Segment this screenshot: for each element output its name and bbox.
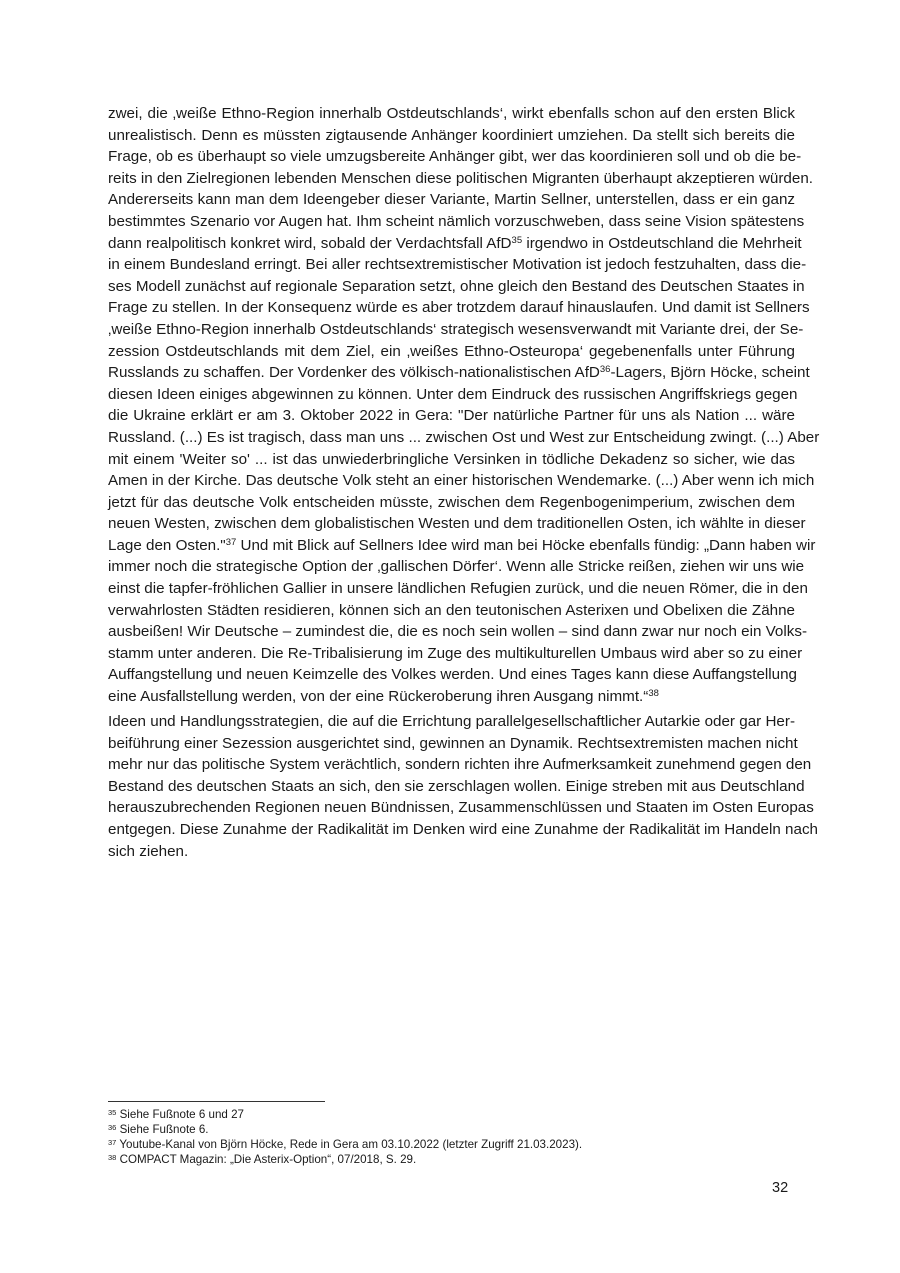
text-line	[108, 146, 802, 168]
text-line	[108, 600, 795, 622]
text-segment: bestimmtes Szenario vor Augen hat. Ihm scheint nämlich vorzuschweben, dass seine Vision spätestens	[108, 212, 805, 230]
body-paragraph-1	[108, 103, 820, 708]
text-line	[108, 492, 795, 514]
text-line	[108, 664, 795, 686]
footnote-reference[interactable]: 38	[648, 688, 659, 700]
text-segment: Auffangstellung und neuen Keimzelle des Volkes werden. Und eines Tages kann diese Auffangstellung	[108, 666, 797, 684]
text-segment: die Ukraine erklärt er am 3. Oktober 2022 in Gera: "Der natürliche Partner für uns als Nation ... wäre	[108, 407, 795, 425]
footnote-reference[interactable]: 36	[599, 364, 611, 376]
text-line	[108, 254, 807, 276]
text-line	[108, 711, 795, 733]
text-line	[108, 797, 814, 819]
text-segment: diesen Ideen einiges abgewinnen zu können. Unter dem Eindruck des russischen Angriffskriegs gegen	[108, 385, 798, 403]
footnote-text: COMPACT Magazin: „Die Asterix-Option“, 07/2018, S. 29.	[116, 1153, 417, 1166]
footnote-separator	[108, 1101, 325, 1102]
text-segment: Lage den Osten."	[108, 536, 226, 554]
text-segment: Amen in der Kirche. Das deutsche Volk steht an einer historischen Wendemarke. (...) Aber wenn ich mich	[108, 472, 815, 490]
text-line	[108, 578, 808, 600]
text-line	[108, 427, 820, 449]
text-segment: Bestand des deutschen Staats an sich, den sie zerschlagen wollen. Einige streben mit aus Deutschland	[108, 777, 805, 795]
footnotes	[108, 1107, 798, 1167]
footnote-number: 38	[108, 1153, 117, 1162]
text-segment: -Lagers, Björn Höcke, scheint	[610, 364, 810, 382]
text-segment: beiführung einer Sezession ausgerichtet sind, gewinnen an Dynamik. Rechtsextremisten machen nicht	[108, 734, 798, 752]
text-line	[108, 513, 806, 535]
footnote-text: Siehe Fußnote 6 und 27	[116, 1108, 244, 1121]
text-segment: irgendwo in Ostdeutschland die Mehrheit	[522, 234, 802, 252]
page-number: 32	[772, 1180, 789, 1196]
text-line	[108, 535, 816, 557]
text-line	[108, 841, 795, 863]
text-segment: Und mit Blick auf Sellners Idee wird man bei Höcke ebenfalls fündig: „Dann haben wir	[236, 536, 816, 554]
text-segment: immer noch die strategische Option der ‚gallischen Dörfer‘. Wenn alle Stricke reißen, ziehen wir uns wie	[108, 558, 805, 576]
text-line	[108, 686, 795, 708]
text-line	[108, 189, 795, 211]
text-segment: mit einem 'Weiter so' ... ist das unwiederbringliche Versinken in tödliche Dekadenz so sicher, wie das	[108, 450, 795, 468]
text-segment: Russland. (...) Es ist tragisch, dass man uns ... zwischen Ost und West zur Entscheidung zwingt. (...) Aber	[108, 428, 820, 446]
text-segment: stamm unter anderen. Die Re-Tribalisierung im Zuge des multikulturellen Umbaus wird aber so zu einer	[108, 644, 803, 662]
text-segment: herauszubrechenden Regionen neuen Bündnissen, Zusammenschlüssen und Staaten im Osten Europas	[108, 799, 814, 817]
text-segment: jetzt für das deutsche Volk entscheiden müsste, zwischen dem Regenbogenimperium, zwischen dem	[108, 493, 795, 511]
body-paragraph-2	[108, 711, 818, 862]
text-segment: Frage, ob es überhaupt so viele umzugsbereite Anhänger gibt, wer das koordinieren soll und ob die be-	[108, 148, 802, 166]
footnote-item	[108, 1107, 798, 1122]
text-line	[108, 556, 805, 578]
text-segment: Ideen und Handlungsstrategien, die auf die Errichtung parallelgesellschaftlicher Autarkie oder gar Her-	[108, 713, 795, 730]
text-segment: ses Modell zunächst auf regionale Separation setzt, ohne gleich den Bestand des Deutschen Staates in	[108, 277, 805, 295]
text-segment: sich ziehen.	[108, 842, 189, 860]
text-segment: zession Ostdeutschlands mit dem Ziel, ein ‚weißes Ethno-Osteuropa‘ gegebenenfalls unter Führung	[108, 342, 795, 360]
text-line	[108, 449, 795, 471]
text-line	[108, 405, 795, 427]
text-segment: einst die tapfer-fröhlichen Gallier in unsere ländlichen Refugien zurück, und die neuen Römer, die in den	[108, 580, 808, 598]
text-line	[108, 103, 795, 125]
text-line	[108, 125, 795, 147]
text-line	[108, 776, 805, 798]
text-line	[108, 754, 812, 776]
footnote-reference[interactable]: 35	[511, 234, 523, 246]
text-line	[108, 621, 808, 643]
text-segment: ‚weiße Ethno-Region innerhalb Ostdeutschlands‘ strategisch wesensverwandt mit Variante drei, der Se-	[108, 320, 804, 338]
text-segment: Frage zu stellen. In der Konsequenz würde es aber trotzdem darauf hinauslaufen. Und damit ist Sellners	[108, 299, 810, 317]
text-segment: neuen Westen, zwischen dem globalistischen Westen und dem traditionellen Osten, ich wählte in dieser	[108, 515, 806, 533]
text-line	[108, 276, 805, 298]
text-segment: ausbeißen! Wir Deutsche – zumindest die, die es noch sein wollen – sind dann zwar nur noch ein Volks-	[108, 623, 808, 641]
text-segment: entgegen. Diese Zunahme der Radikalität im Denken wird eine Zunahme der Radikalität im Handeln nach	[108, 820, 818, 838]
text-line	[108, 233, 802, 255]
footnote-item	[108, 1137, 798, 1152]
text-segment: mehr nur das politische System verächtlich, sondern richten ihre Aufmerksamkeit zunehmend gegen den	[108, 756, 812, 774]
text-line	[108, 341, 795, 363]
text-segment: Andererseits kann man dem Ideengeber dieser Variante, Martin Sellner, unterstellen, dass er ein ganz	[108, 191, 795, 209]
text-segment: dann realpolitisch konkret wird, sobald der Verdachtsfall AfD	[108, 234, 512, 252]
text-segment: in einem Bundesland erringt. Bei aller rechtsextremistischer Motivation ist jedoch festzuhalten, dass die-	[108, 256, 807, 274]
footnote-item	[108, 1152, 798, 1167]
text-line	[108, 297, 810, 319]
text-line	[108, 384, 798, 406]
text-segment: eine Ausfallstellung werden, von der eine Rückeroberung ihren Ausgang nimmt.“	[108, 688, 649, 706]
text-line	[108, 643, 803, 665]
text-line	[108, 733, 798, 755]
footnote-number: 37	[108, 1138, 117, 1147]
text-line	[108, 470, 815, 492]
text-segment: zwei, die ‚weiße Ethno-Region innerhalb Ostdeutschlands‘, wirkt ebenfalls schon auf den ersten Blick	[108, 105, 795, 122]
footnote-number: 35	[108, 1108, 117, 1117]
footnote-text: Youtube-Kanal von Björn Höcke, Rede in Gera am 03.10.2022 (letzter Zugriff 21.03.2023).	[116, 1138, 583, 1151]
text-line	[108, 362, 810, 384]
text-segment: Russlands zu schaffen. Der Vordenker des völkisch-nationalistischen AfD	[108, 364, 600, 382]
footnote-item	[108, 1122, 798, 1137]
text-line	[108, 319, 804, 341]
footnote-reference[interactable]: 37	[225, 536, 237, 548]
text-segment: unrealistisch. Denn es müssten zigtausende Anhänger koordiniert umziehen. Da stellt sich bereits die	[108, 126, 795, 144]
text-line	[108, 819, 818, 841]
footnote-number: 36	[108, 1123, 117, 1132]
text-line	[108, 211, 805, 233]
text-line	[108, 168, 813, 190]
text-segment: verwahrlosten Städten residieren, können sich an den teutonischen Asterixen und Obelixen die Zähne	[108, 601, 795, 619]
text-segment: reits in den Zielregionen lebenden Menschen diese politischen Migranten überhaupt akzeptieren würden.	[108, 169, 813, 187]
footnote-text: Siehe Fußnote 6.	[116, 1123, 209, 1136]
